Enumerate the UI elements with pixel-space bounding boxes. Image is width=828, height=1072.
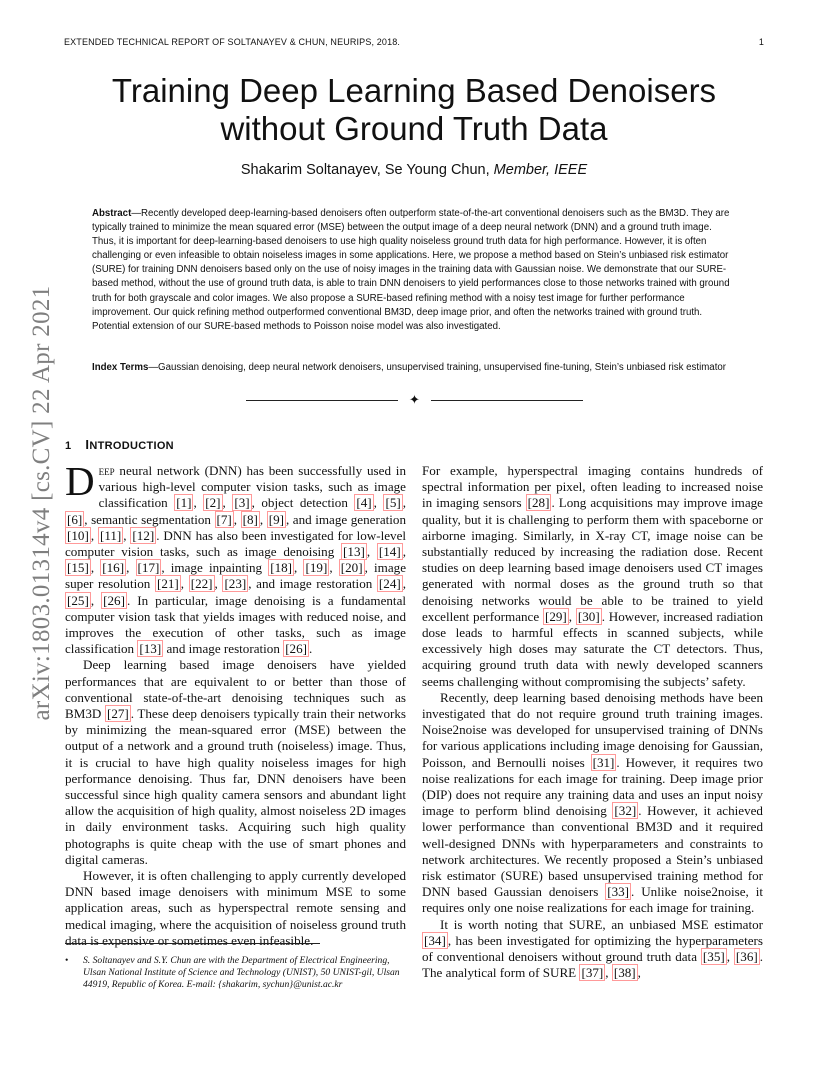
citation-link[interactable]: [26] (103, 592, 125, 608)
citation-link[interactable]: [34] (424, 932, 446, 948)
citation-link[interactable]: [23] (224, 576, 247, 592)
citation-link[interactable]: [7] (216, 511, 232, 527)
bullet-icon: • (65, 955, 69, 966)
title-line-2: without Ground Truth Data (220, 110, 608, 147)
paper-title (40, 72, 788, 148)
divider-star-icon: ✦ (409, 392, 420, 407)
citation-link[interactable]: [9] (268, 511, 284, 527)
citation-link[interactable]: [24] (378, 576, 401, 592)
divider-line-right (431, 400, 583, 401)
citation-link[interactable]: [10] (67, 527, 89, 543)
citation-link[interactable]: [4] (356, 495, 372, 511)
citation-link[interactable]: [3] (234, 495, 250, 511)
citation-link[interactable]: [2] (205, 495, 221, 511)
citation-link[interactable]: [31] (592, 754, 615, 770)
authors (40, 162, 788, 178)
citation-link[interactable]: [19] (305, 560, 328, 576)
citation-link[interactable]: [21] (156, 576, 179, 592)
citation-link[interactable]: [29] (544, 608, 567, 624)
header-text: EXTENDED TECHNICAL REPORT OF SOLTANAYEV & CHUN, NEURIPS, 2018. (64, 37, 401, 47)
citation-link[interactable]: [14] (378, 544, 401, 560)
citation-link[interactable]: [37] (581, 965, 604, 981)
citation-link[interactable]: [13] (139, 641, 162, 657)
arxiv-sidebar (22, 285, 62, 721)
author-names: Shakarim Soltanayev, Se Young Chun, (240, 162, 494, 178)
citation-link[interactable]: [5] (385, 495, 401, 511)
citation-link[interactable]: [27] (106, 706, 129, 722)
paragraph: Deep learning based image denoisers have yielded performances that are equivalent to or better than those of conventional state-of-the-art denoising techniques such as BM3D [27] . These deep denoisers typically train their networks by minimizing the mean-squared error (MSE) between the output of a network and a ground truth (noiseless) image. Thus, it is crucial to have high quality noiseless images for high performance denoising. Thus far, DNN denoisers have been successful since high quality camera sensors and abundant light allow the acquisition of high quality, almost noiseless 2D images in daily environment tasks. Acquiring such high quality photographs is quite cheap with the use of smart phones and digital cameras. (65, 657, 406, 867)
author-membership: Member, IEEE (493, 162, 588, 178)
citation-link[interactable]: [18] (270, 560, 293, 576)
citation-link[interactable]: [36] (735, 949, 758, 965)
citation-link[interactable]: [26] (285, 641, 308, 657)
page-number: 1 (758, 37, 764, 47)
drop-cap: D (65, 458, 95, 504)
citation-link[interactable]: [30] (577, 608, 600, 624)
citation-link[interactable]: [22] (190, 576, 213, 592)
index-terms-text: —Gaussian denoising, deep neural network denoisers, unsupervised training, unsupervised fine-tuning, Stein’s unbiased risk estimator (148, 362, 726, 373)
citation-link[interactable]: [6] (67, 511, 83, 527)
citation-link[interactable]: [11] (99, 527, 122, 543)
divider-line-left (246, 400, 398, 401)
citation-link[interactable]: [15] (67, 560, 89, 576)
section-heading-introduction (65, 437, 174, 452)
citation-link[interactable]: [12] (132, 527, 155, 543)
abstract-label: Abstract (92, 208, 132, 219)
paragraph: However, it is often challenging to apply currently developed DNN based image denoisers with minimum MSE to some application areas, such as hyperspectral remote sensing and medical imaging, where the acquisition of noiseless ground truth data is expensive or sometimes even infeasible. (65, 868, 406, 948)
citation-link[interactable]: [38] (613, 965, 636, 981)
abstract-text: —Recently developed deep-learning-based denoisers often outperform state-of-the-art conventional denoisers such as the BM3D. They are typically trained to minimize the mean squared error (MSE) between the output image of a deep neural network (DNN) and a ground truth image. Thus, it is important for deep-learning-based denoisers to use high quality noiseless ground truth data for high performance. However, it is often challenging or even infeasible to obtain noiseless images in some applications. Here, we propose a method based on Stein’s unbiased risk estimator (SURE) for training DNN denoisers based only on the use of noisy images in the training data with Gaussian noise. We demonstrate that our SURE-based method, without the use of ground truth data, is able to train DNN denoisers to yield performances close to those networks trained with ground truth for both grayscale and color images. We also propose a SURE-based refining method with a noisy test image for further performance improvement. Our quick refining method outperformed conventional BM3D, deep image prior, and often the networks trained with ground truth. Potential extension of our SURE-based methods to Poisson noise model was also investigated. (92, 208, 730, 332)
author-affiliation-footnote (65, 955, 406, 992)
citation-link[interactable]: [13] (343, 544, 365, 560)
abstract (92, 207, 737, 334)
paragraph: Recently, deep learning based denoising methods have been investigated that do not require ground truth training images. Noise2noise was developed for unsupervised training of DNNs for various applications including image denoising for Gaussian, Poisson, and Bernoulli noises [31] . However, it requires two noise realizations for each image for training. Deep image prior (DIP) does not require any training data and uses an input noisy image to perform blind denoising [32] . However, it achieved lower performance than conventional BM3D and it required well-designed DNNs with hyperparameters and constraints to network architectures. We recently proposed a Stein’s unbiased risk estimator (SURE) based unsupervised training method for DNN based Gaussian denoisers [33] . Unlike noise2noise, it requires only one noise realizations for each image for training. (422, 689, 763, 916)
citation-link[interactable]: [8] (242, 511, 258, 527)
citation-link[interactable]: [17] (137, 560, 160, 576)
citation-link[interactable]: [20] (340, 560, 363, 576)
section-number: 1 (65, 440, 72, 452)
running-header (64, 37, 764, 51)
section-title-rest: NTRODUCTION (89, 440, 174, 452)
citation-link[interactable]: [35] (702, 949, 725, 965)
arxiv-identifier: arXiv:1803.01314v4 [cs.CV] 22 Apr 2021 (28, 285, 55, 721)
citation-link[interactable]: [16] (102, 560, 125, 576)
index-terms-label: Index Terms (92, 362, 149, 373)
paragraph: Deep neural network (DNN) has been successfully used in various high-level computer vision tasks, such as image classification [1] , [2] , [3] , object detection [4] , [5] , [6] , semantic segmentation [7] , [8] , [9] , and image generation [10] , [11] , [12] . DNN has also been investigated for low-level computer vision tasks, such as image denoising [13] , [14] , [15] , [16] , [17] , image inpainting [18] , [19] , [20] , image super resolution [21] , [22] , [23] , and image restoration [24] , [25] , [26] . In particular, image denoising is a fundamental computer vision task that yields images with reduced noise, and improves the execution of other tasks, such as image classification [13] and image restoration [26] . (65, 458, 407, 657)
citation-link[interactable]: [33] (607, 884, 630, 900)
paragraph: For example, hyperspectral imaging contains hundreds of spectral information per pixel, often leading to increased noise in imaging sensors [28] . Long acquisitions may improve image quality, but it is challenging to perform them with spaceborne or airborne imaging. Similarly, in X-ray CT, image noise can be substantially reduced by increasing the radiation dose. Recent studies on deep learning based image denoisers used CT images generated with normal doses as the ground truth so that denoising networks would be able to be trained to yield excellent performance [29] , [30] . However, increased radiation dose leads to harmful effects in scanned subjects, while excessively high doses may saturate the CT detectors. Thus, acquiring ground truth data with newly developed scanners seems challenging without compromising the subjects’ safety. (422, 463, 763, 689)
section-title-initial: I (85, 437, 90, 452)
citation-link[interactable]: [1] (176, 495, 192, 511)
citation-link[interactable]: [32] (614, 803, 637, 819)
title-line-1: Training Deep Learning Based Denoisers (111, 72, 717, 109)
left-column (65, 458, 407, 949)
index-terms (92, 361, 737, 375)
citation-link[interactable]: [25] (67, 592, 89, 608)
section-divider (246, 392, 583, 407)
paragraph: It is worth noting that SURE, an unbiased MSE estimator [34] , has been investigated for optimizing the hyperparameters of conventional denoisers without ground truth data [35] , [36] . The analytical form of SURE [37] , [38] , (422, 916, 764, 981)
footnote-text: S. Soltanayev and S.Y. Chun are with the Department of Electrical Engineering, Ulsan National Institute of Science and Technology (UNIST), 50 UNIST-gil, Ulsan 44919, Republic of Korea. E-mail: {shakarim, sychun}@unist.ac.kr (83, 955, 400, 991)
right-column (422, 463, 763, 982)
citation-link[interactable]: [28] (527, 495, 550, 511)
footnote-rule (65, 943, 320, 944)
